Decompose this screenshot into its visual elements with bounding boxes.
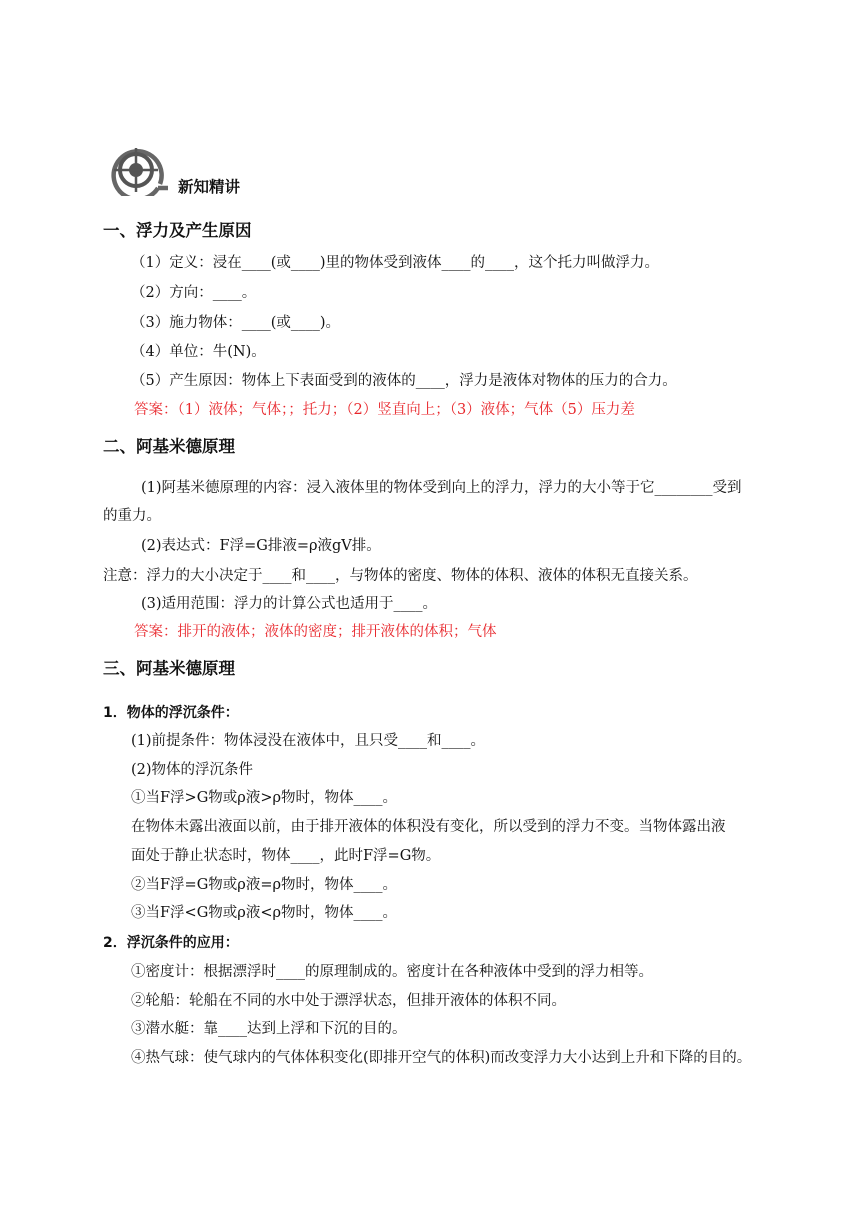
target-icon [108,144,168,196]
s1-line-3: （3）施力物体：____(或____)。 [131,315,341,331]
section-2-heading: 二、阿基米德原理 [103,437,235,456]
s1-answer: 答案：（1）液体；气体；；托力；（2）竖直向上；（3）液体；气体（5）压力差 [134,402,635,418]
s3-subheading-1: 1．物体的浮沉条件： [103,705,239,721]
s3-a1: (1)前提条件：物体浸没在液体中，且只受____和____。 [131,733,486,749]
s3-c1b: 在物体未露出液面以前，由于排开液体的体积没有变化，所以受到的浮力不变。当物体露出液 [131,819,726,835]
s3-subheading-2: 2．浮沉条件的应用： [103,935,239,951]
s3-u2: ②轮船：轮船在不同的水中处于漂浮状态，但排开液体的体积不同。 [131,993,566,1009]
s2-line-3: (3)适用范围：浮力的计算公式也适用于____。 [141,596,438,612]
s3-c3: ③当F浮<G物或ρ液<ρ物时，物体____。 [131,905,397,921]
s3-u1: ①密度计：根据漂浮时____的原理制成的。密度计在各种液体中受到的浮力相等。 [131,964,653,980]
s1-line-4: （4）单位：牛(N)。 [131,344,266,360]
s3-c1: ①当F浮>G物或ρ液>ρ物时，物体____。 [131,790,397,806]
section-3-heading: 三、阿基米德原理 [103,659,235,678]
section-1-heading: 一、浮力及产生原因 [103,221,252,240]
s3-c1c: 面处于静止状态时，物体____，此时F浮=G物。 [131,848,441,864]
s1-line-1: （1）定义：浸在____(或____)里的物体受到液体____的____，这个托力叫做浮力。 [131,255,660,271]
banner-title: 新知精讲 [178,178,241,196]
s2-note: 注意：浮力的大小决定于____和____，与物体的密度、物体的体积、液体的体积无直接关系。 [103,568,698,584]
s2-line-1b: 的重力。 [103,508,161,524]
s1-line-2: （2）方向：____。 [131,285,257,301]
s2-answer: 答案：排开的液体；液体的密度；排开液体的体积；气体 [134,624,497,640]
s3-c2: ②当F浮=G物或ρ液=ρ物时，物体____。 [131,877,397,893]
s2-line-2: (2)表达式：F浮=G排液=ρ液gV排。 [141,538,381,554]
s3-u3: ③潜水艇：靠____达到上浮和下沉的目的。 [131,1021,407,1037]
s1-line-5: （5）产生原因：物体上下表面受到的液体的____，浮力是液体对物体的压力的合力。 [131,373,677,389]
s3-a2: (2)物体的浮沉条件 [131,762,254,778]
s2-line-1a: (1)阿基米德原理的内容：浸入液体里的物体受到向上的浮力，浮力的大小等于它________受到 [141,480,742,496]
s3-u4: ④热气球：使气球内的气体体积变化(即排开空气的体积)而改变浮力大小达到上升和下降的目的。 [131,1050,752,1066]
